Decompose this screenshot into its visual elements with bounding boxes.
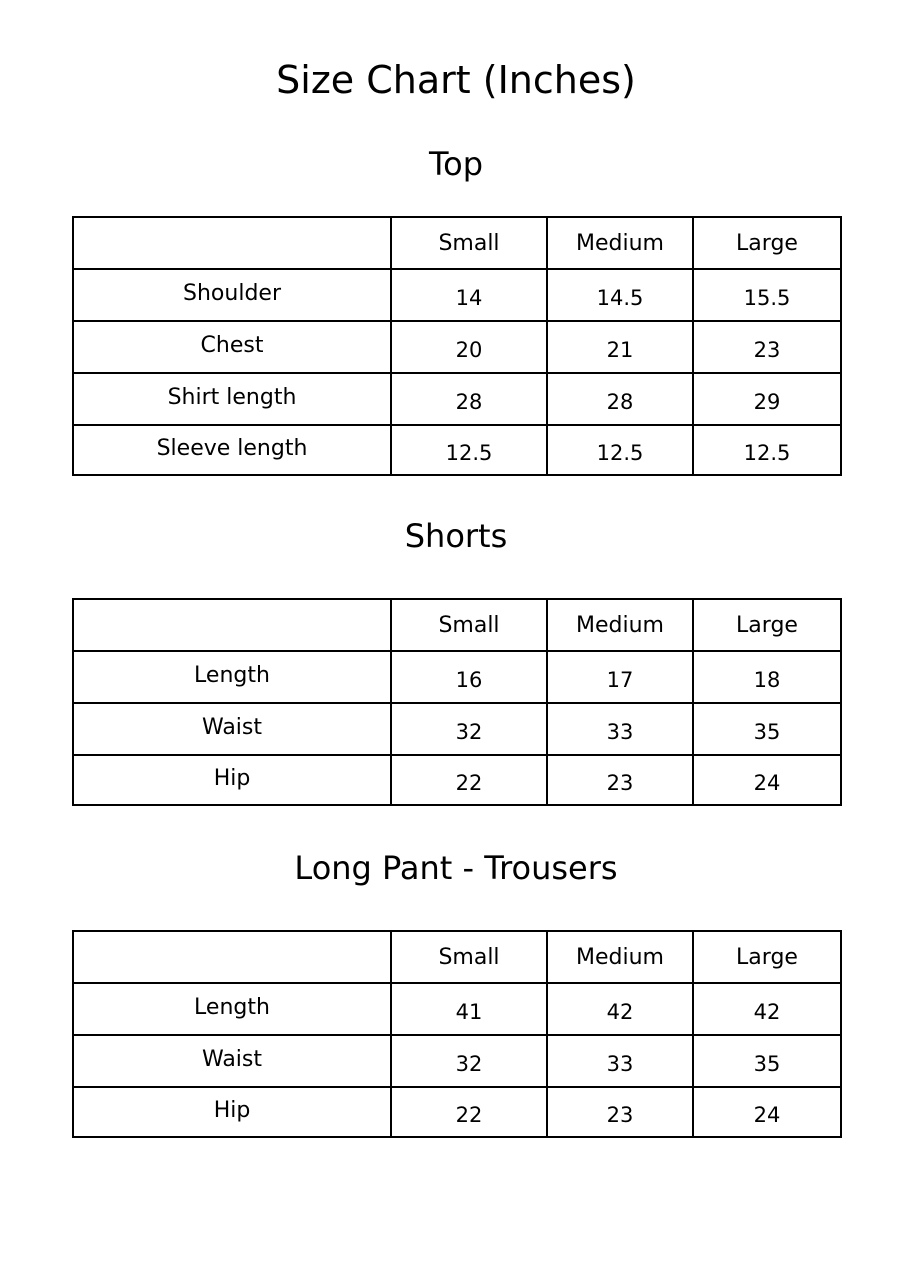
section-title-shorts: Shorts (404, 517, 508, 555)
value-small: 32 (391, 703, 547, 755)
header-cell-large: Large (693, 217, 841, 269)
table-header-row (73, 217, 841, 269)
header-cell-large: Large (693, 599, 841, 651)
header-cell-small: Small (391, 217, 547, 269)
value-small: 20 (391, 321, 547, 373)
table-row (73, 703, 841, 755)
section-title-trousers: Long Pant - Trousers (294, 849, 618, 887)
table-header-row (73, 599, 841, 651)
header-cell-medium: Medium (547, 599, 693, 651)
value-small: 41 (391, 983, 547, 1035)
row-label: Sleeve length (73, 425, 391, 475)
value-large: 35 (693, 703, 841, 755)
value-medium: 33 (547, 703, 693, 755)
table-row (73, 425, 841, 475)
header-cell-empty (73, 599, 391, 651)
header-cell-large: Large (693, 931, 841, 983)
header-cell-small: Small (391, 599, 547, 651)
top-size-table (72, 216, 842, 476)
header-cell-empty (73, 931, 391, 983)
value-large: 18 (693, 651, 841, 703)
table-row (73, 321, 841, 373)
value-small: 16 (391, 651, 547, 703)
shorts-size-table (72, 598, 842, 806)
value-large: 35 (693, 1035, 841, 1087)
table-row (73, 1087, 841, 1137)
value-large: 42 (693, 983, 841, 1035)
value-small: 14 (391, 269, 547, 321)
table-row (73, 983, 841, 1035)
value-large: 23 (693, 321, 841, 373)
table-row (73, 755, 841, 805)
row-label: Shirt length (73, 373, 391, 425)
value-small: 12.5 (391, 425, 547, 475)
table-row (73, 269, 841, 321)
trousers-size-table (72, 930, 842, 1138)
value-medium: 23 (547, 755, 693, 805)
row-label: Hip (73, 755, 391, 805)
value-medium: 28 (547, 373, 693, 425)
page-title: Size Chart (Inches) (276, 58, 636, 102)
section-title-top: Top (429, 145, 483, 183)
row-label: Chest (73, 321, 391, 373)
value-medium: 14.5 (547, 269, 693, 321)
value-medium: 12.5 (547, 425, 693, 475)
header-cell-small: Small (391, 931, 547, 983)
table-row (73, 1035, 841, 1087)
value-large: 15.5 (693, 269, 841, 321)
row-label: Waist (73, 1035, 391, 1087)
value-large: 29 (693, 373, 841, 425)
value-small: 22 (391, 1087, 547, 1137)
value-large: 12.5 (693, 425, 841, 475)
value-medium: 23 (547, 1087, 693, 1137)
value-small: 32 (391, 1035, 547, 1087)
table-header-row (73, 931, 841, 983)
row-label: Length (73, 651, 391, 703)
value-large: 24 (693, 755, 841, 805)
value-large: 24 (693, 1087, 841, 1137)
row-label: Shoulder (73, 269, 391, 321)
value-medium: 21 (547, 321, 693, 373)
value-medium: 33 (547, 1035, 693, 1087)
value-medium: 17 (547, 651, 693, 703)
header-cell-medium: Medium (547, 931, 693, 983)
value-medium: 42 (547, 983, 693, 1035)
header-cell-empty (73, 217, 391, 269)
row-label: Length (73, 983, 391, 1035)
header-cell-medium: Medium (547, 217, 693, 269)
table-row (73, 651, 841, 703)
row-label: Waist (73, 703, 391, 755)
value-small: 28 (391, 373, 547, 425)
value-small: 22 (391, 755, 547, 805)
row-label: Hip (73, 1087, 391, 1137)
table-row (73, 373, 841, 425)
